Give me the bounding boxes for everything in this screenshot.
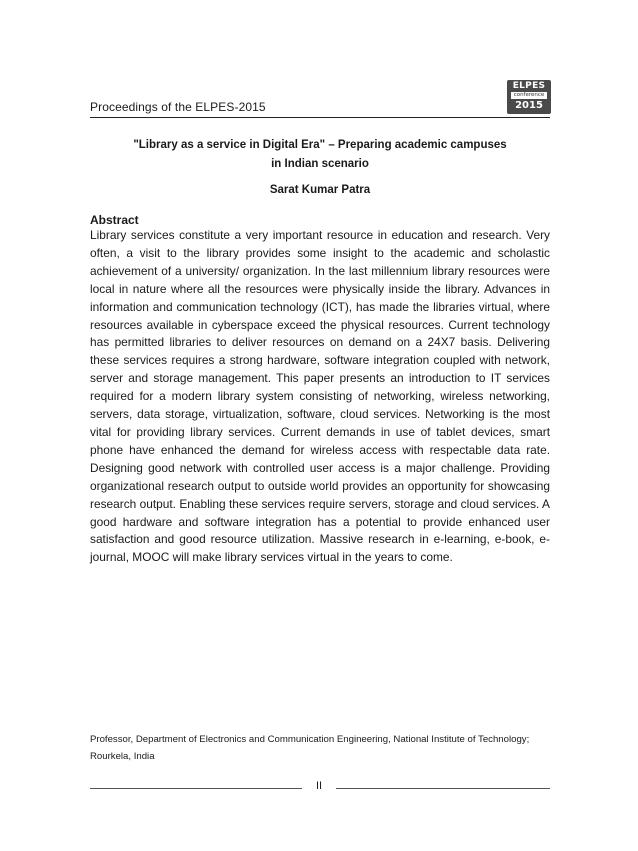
header-title: Proceedings of the ELPES-2015	[90, 100, 266, 114]
footer-divider-left	[90, 788, 302, 789]
author-affiliation-footnote: Professor, Department of Electronics and Communication Engineering, National Institute of Technology; Rourkela, India	[90, 734, 530, 762]
page-number: II	[315, 780, 323, 792]
elpes-conference-logo	[507, 80, 551, 114]
author-name: Sarat Kumar Patra	[269, 184, 371, 196]
paper-title-line1: "Library as a service in Digital Era" – Preparing academic campuses	[133, 139, 507, 151]
abstract-heading: Abstract	[90, 213, 139, 227]
logo-line1: ELPES	[512, 81, 546, 91]
logo-line3: 2015	[515, 100, 543, 111]
footer-divider-right	[336, 788, 550, 789]
logo-line2: conference	[511, 92, 547, 99]
paper-title-line2: in Indian scenario	[271, 158, 369, 170]
paper-title	[90, 136, 550, 174]
abstract-body: Library services constitute a very important resource in education and research. Very often, a visit to the library provides some insight to the academic and scholastic achievement of a university/ organization. In the last millennium library resources were local in nature where all the resources were physically inside the library. Advances in information and communication technology (ICT), has made the libraries virtual, where resources available in cyberspace exceed the physical resources. Current technology has permitted libraries to deliver resources on demand on a 24X7 basis. Delivering these services requires a strong hardware, software integration coupled with network, server and storage management. This paper presents an introduction to IT services required for a modern library system consisting of networking, wireless networking, servers, data storage, virtualization, software, cloud services. Networking is the most vital for providing library services. Current demands in use of tablet devices, smart phone have enhanced the demand for wireless access with respectable data rate. Designing good network with controlled user access is a major challenge. Providing organizational research output to outside world provides an opportunity for showcasing research output. Enabling these services require servers, storage and cloud services. A good hardware and software integration has a potential to provide enhanced user satisfaction and good resource utilization. Massive research in e-learning, e-book, e-journal, MOOC will make library services virtual in the years to come.	[90, 228, 550, 565]
header-divider	[90, 117, 550, 118]
